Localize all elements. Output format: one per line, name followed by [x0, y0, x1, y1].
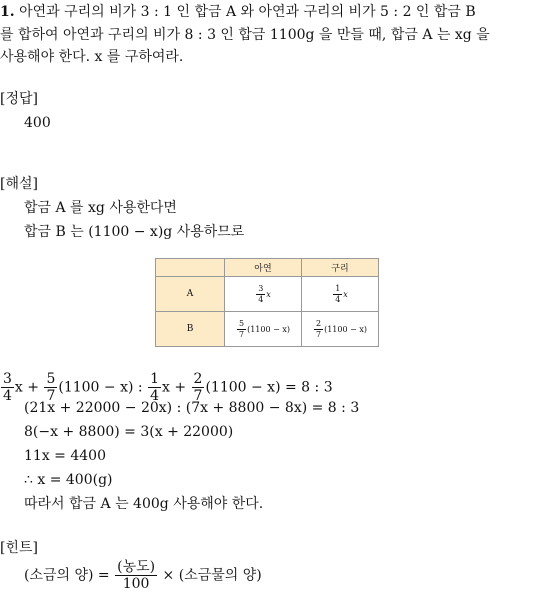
cell-b-zinc: $\frac{5}{7}$ (1100 − x): [225, 312, 302, 347]
table-header-copper: 구리: [302, 259, 379, 277]
solution-step-2: 합금 B 는 (1100 − x)g 사용하므로: [24, 224, 245, 240]
equation-3: 8(−x + 8800) = 3(x + 22000): [24, 424, 234, 440]
answer-heading: [정답]: [0, 91, 38, 107]
table-header-zinc: 아연: [225, 259, 302, 277]
ratio-table: [155, 258, 379, 347]
row-label-a: A: [156, 277, 225, 312]
problem-text-1: 아연과 구리의 비가 3 : 1 인 합금 A 와 아연과 구리의 비가 5 : 2 인 합금 B: [19, 4, 476, 20]
solution-step-1: 합금 A 를 xg 사용한다면: [24, 200, 177, 216]
cell-a-zinc: $\frac{3}{4}$ x: [225, 277, 302, 312]
equation-2: (21x + 22000 − 20x) : (7x + 8800 − 8x) = 8 : 3: [24, 400, 360, 416]
answer-value: 400: [24, 115, 51, 131]
equation-1: $\frac{3}{4}$ x + $\frac{5}{7}$ (1100 − x) : $\frac{1}{4}$ x + $\frac{2}{7}$ (1100 − x) = 8 : 3: [3, 371, 333, 404]
table-row: [156, 312, 379, 347]
table-row: [156, 277, 379, 312]
problem-number: 1.: [0, 4, 15, 20]
hint-heading: [힌트]: [0, 540, 38, 556]
equation-4: 11x = 4400: [24, 448, 106, 464]
table-header-empty: [156, 259, 225, 277]
solution-heading: [해설]: [0, 176, 38, 192]
row-label-b: B: [156, 312, 225, 347]
problem-line-2: 를 합하여 아연과 구리의 비가 8 : 3 인 합금 1100g 을 만들 때, 합금 A 는 xg 을: [0, 27, 490, 43]
cell-b-copper: $\frac{2}{7}$ (1100 − x): [302, 312, 379, 347]
equation-5: ∴ x = 400(g): [24, 472, 113, 488]
solution-conclusion: 따라서 합금 A 는 400g 사용해야 한다.: [24, 496, 264, 512]
cell-a-copper: $\frac{1}{4}$ x: [302, 277, 379, 312]
problem-line-3: 사용해야 한다. x 를 구하여라.: [0, 49, 184, 65]
problem-line-1: [0, 2, 476, 22]
hint-formula: (소금의 양) = $\frac{\text{(농도)}}{100}$ × (소금물의 양): [24, 559, 262, 592]
